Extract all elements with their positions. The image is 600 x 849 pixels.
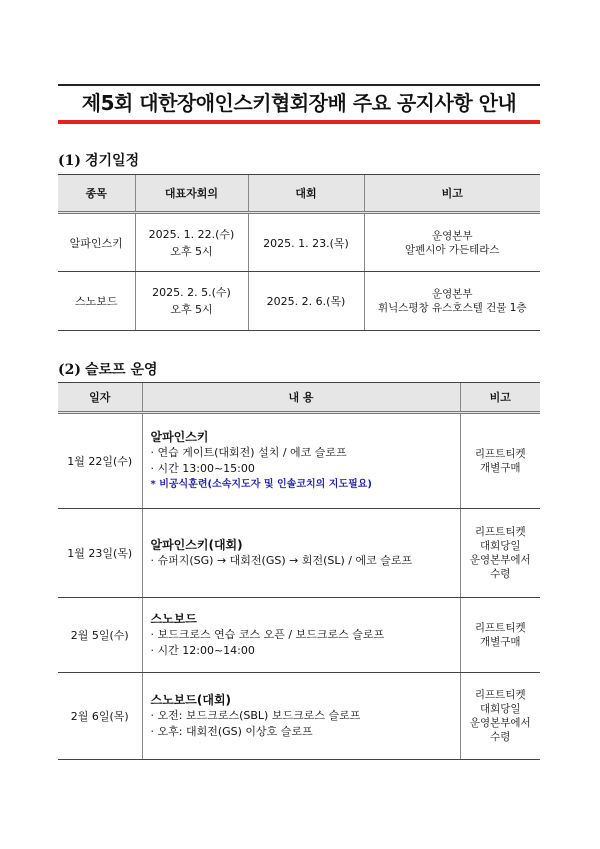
col-header-date: 일자	[58, 383, 142, 413]
cell-date: 1월 23일(목)	[58, 509, 142, 598]
cell-date: 1월 22일(수)	[58, 413, 142, 509]
col-header-remark: 비고	[460, 383, 540, 413]
cell-content	[142, 673, 460, 760]
content-line: · 시간 12:00~14:00	[150, 644, 255, 657]
cell-line: 수령	[490, 731, 511, 743]
content-line: · 보드크로스 연습 코스 오픈 / 보드크로스 슬로프	[150, 628, 385, 641]
table-row	[58, 413, 540, 509]
cell-line: 리프트티켓	[474, 622, 526, 634]
document-title-block	[58, 84, 540, 124]
table-row	[58, 673, 540, 760]
cell-date: 2월 5일(수)	[58, 598, 142, 673]
cell-note	[364, 213, 540, 272]
section-label: 경기일정	[85, 153, 140, 169]
content-line: · 오전: 보드크로스(SBL) 보드크로스 슬로프	[150, 709, 361, 722]
cell-remark	[460, 598, 540, 673]
col-header-content: 내 용	[142, 383, 460, 413]
cell-meeting	[135, 213, 248, 272]
col-header-race: 대회	[248, 175, 364, 213]
cell-line: 운영본부	[431, 229, 473, 242]
cell-note	[364, 272, 540, 331]
cell-line: 오후 5시	[170, 303, 213, 316]
cell-content	[142, 509, 460, 598]
col-header-event: 종목	[58, 175, 135, 213]
slope-table	[58, 382, 540, 760]
cell-line: 오후 5시	[170, 244, 213, 258]
content-heading: 알파인스키(대회)	[150, 538, 243, 552]
cell-line: 개별구매	[479, 462, 521, 474]
content-line: · 시간 13:00~15:00	[150, 462, 255, 475]
cell-content	[142, 598, 460, 673]
cell-remark	[460, 673, 540, 760]
content-note: * 비공식훈련(소속지도자 및 인솔코치의 지도필요)	[150, 479, 372, 490]
content-heading: 스노보드(대회)	[150, 693, 232, 707]
table-row	[58, 213, 540, 272]
table-header-row	[58, 175, 540, 213]
content-line: · 슈퍼지(SG) → 대회전(GS) → 회전(SL) / 에코 슬로프	[150, 554, 413, 567]
cell-race: 2025. 2. 6.(목)	[248, 272, 364, 331]
cell-date: 2월 6일(목)	[58, 673, 142, 760]
col-header-note: 비고	[364, 175, 540, 213]
cell-line: 수령	[490, 568, 511, 580]
cell-line: 휘닉스평창 유스호스텔 건물 1층	[377, 302, 527, 314]
content-heading: 스노보드	[150, 612, 197, 626]
section-number: (1)	[58, 153, 81, 169]
cell-meeting	[135, 272, 248, 331]
col-header-meeting: 대표자회의	[135, 175, 248, 213]
cell-line: 운영본부	[431, 288, 473, 300]
cell-event: 스노보드	[58, 272, 135, 331]
cell-line: 개별구매	[479, 636, 521, 648]
cell-line: 알펜시아 가든테라스	[404, 243, 500, 256]
cell-line: 2025. 1. 22.(수)	[148, 227, 235, 241]
cell-remark	[460, 413, 540, 509]
cell-content	[142, 413, 460, 509]
document-title: 제5회 대한장애인스키협회장배 주요 공지사항 안내	[81, 91, 517, 115]
section-label: 슬로프 운영	[85, 362, 158, 378]
cell-line: 리프트티켓	[474, 526, 526, 538]
schedule-table	[58, 174, 540, 331]
cell-remark	[460, 509, 540, 598]
table-header-row	[58, 383, 540, 413]
cell-line: 2025. 2. 5.(수)	[152, 286, 231, 299]
section-heading-slope	[58, 359, 158, 379]
cell-event: 알파인스키	[58, 213, 135, 272]
table-row	[58, 598, 540, 673]
cell-line: 운영본부에서	[469, 554, 531, 566]
cell-race: 2025. 1. 23.(목)	[248, 213, 364, 272]
section-number: (2)	[58, 362, 81, 378]
cell-line: 대회당일	[479, 703, 521, 715]
cell-line: 리프트티켓	[474, 448, 526, 460]
title-bottom-rule	[58, 120, 540, 124]
content-line: · 연습 게이트(대회전) 설치 / 에코 슬로프	[150, 446, 347, 459]
section-heading-schedule	[58, 150, 139, 170]
cell-line: 대회당일	[479, 540, 521, 552]
cell-line: 운영본부에서	[469, 717, 531, 729]
table-row	[58, 509, 540, 598]
table-row	[58, 272, 540, 331]
content-heading: 알파인스키	[150, 430, 209, 444]
content-line: · 오후: 대회전(GS) 이상호 슬로프	[150, 725, 313, 738]
cell-line: 리프트티켓	[474, 689, 526, 701]
